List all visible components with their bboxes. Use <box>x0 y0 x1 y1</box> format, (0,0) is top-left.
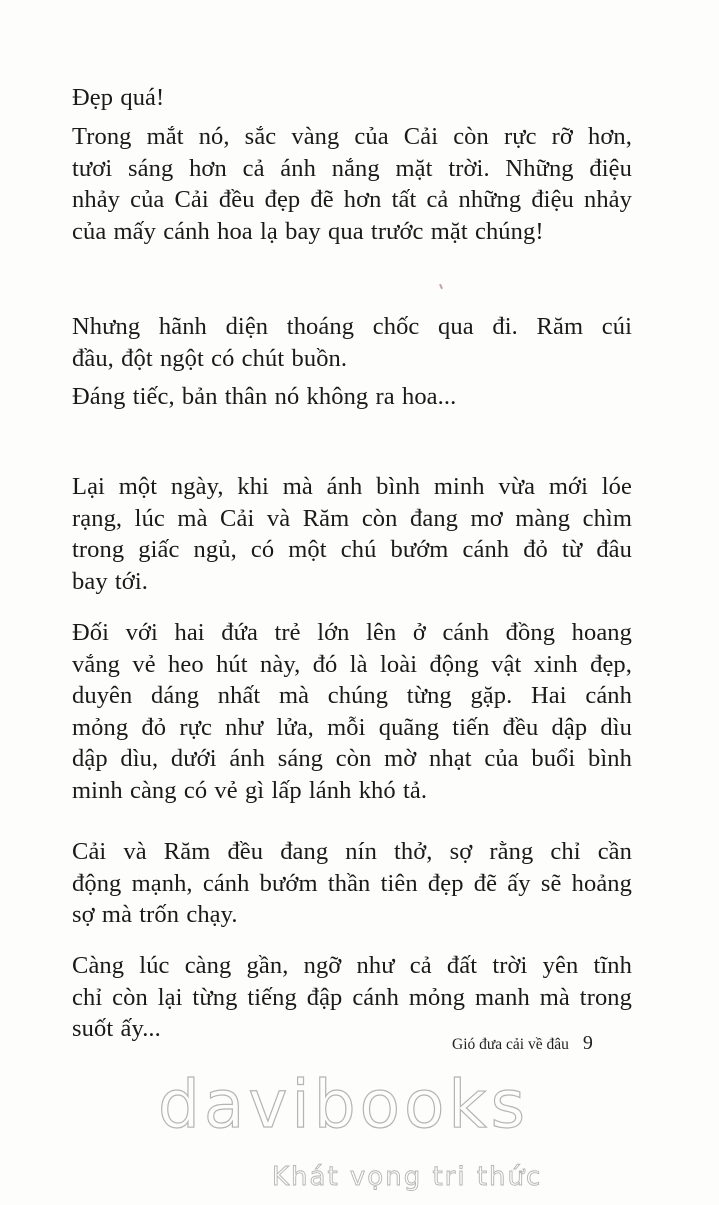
text-line: Càng lúc càng gần, ngỡ như cả đất trời yên tĩnh <box>72 952 632 979</box>
text-line: rạng, lúc mà Cải và Răm còn đang mơ màng chìm <box>72 504 632 532</box>
text-line: nhảy của Cải đều đẹp đẽ hơn tất cả những điệu nhảy <box>72 186 632 213</box>
text-line: Đáng tiếc, bản thân nó không ra hoa... <box>72 383 457 410</box>
running-footer <box>452 1032 593 1055</box>
paragraph <box>72 121 632 247</box>
paragraph <box>72 836 632 931</box>
text-line: động mạnh, cánh bướm thần tiên đẹp đẽ ấy sẽ hoảng <box>72 869 632 897</box>
text-line: sợ mà trốn chạy. <box>72 901 238 928</box>
text-line: trong giấc ngủ, có một chú bướm cánh đỏ từ đâu <box>72 536 632 563</box>
text-line: duyên dáng nhất mà chúng từng gặp. Hai cánh <box>72 682 632 709</box>
text-line: Cải và Răm đều đang nín thở, sợ rằng chỉ cần <box>72 838 632 865</box>
paragraph <box>72 471 632 597</box>
text-line: mỏng đỏ rực như lửa, mỗi quãng tiến đều dập dìu <box>72 713 632 741</box>
text-line: vắng vẻ heo hút này, đó là loài động vật xinh đẹp, <box>72 650 632 678</box>
text-line: minh càng có vẻ gì lấp lánh khó tả. <box>72 776 428 804</box>
text-line: dập dìu, dưới ánh sáng còn mờ nhạt của buổi bình <box>72 745 632 772</box>
paragraph <box>72 381 632 413</box>
text-line: Đối với hai đứa trẻ lớn lên ở cánh đồng hoang <box>72 619 632 646</box>
text-line: tươi sáng hơn cả ánh nắng mặt trời. Những điệu <box>72 154 632 182</box>
book-title: Gió đưa cải về đâu <box>452 1036 569 1053</box>
paragraph <box>72 311 632 374</box>
paragraph <box>72 82 632 114</box>
text-line: Lại một ngày, khi mà ánh bình minh vừa mới lóe <box>72 473 632 500</box>
text-line: Trong mắt nó, sắc vàng của Cải còn rực rỡ hơn, <box>72 123 632 150</box>
watermark-brand: davibooks <box>158 1066 529 1143</box>
paragraph <box>72 617 632 806</box>
text-line: đầu, đột ngột có chút buồn. <box>72 344 348 372</box>
paragraph <box>72 950 632 1045</box>
text-line: Đẹp quá! <box>72 84 165 111</box>
text-line: của mấy cánh hoa lạ bay qua trước mặt chúng! <box>72 217 544 245</box>
text-line: suốt ấy... <box>72 1015 161 1042</box>
watermark-tagline: Khát vọng tri thức <box>272 1162 543 1192</box>
paper-speck <box>439 284 443 289</box>
text-line: chỉ còn lại từng tiếng đập cánh mỏng manh mà trong <box>72 983 632 1011</box>
text-line: bay tới. <box>72 567 148 595</box>
text-line: Nhưng hãnh diện thoáng chốc qua đi. Răm cúi <box>72 313 632 340</box>
page-number: 9 <box>582 1032 593 1054</box>
